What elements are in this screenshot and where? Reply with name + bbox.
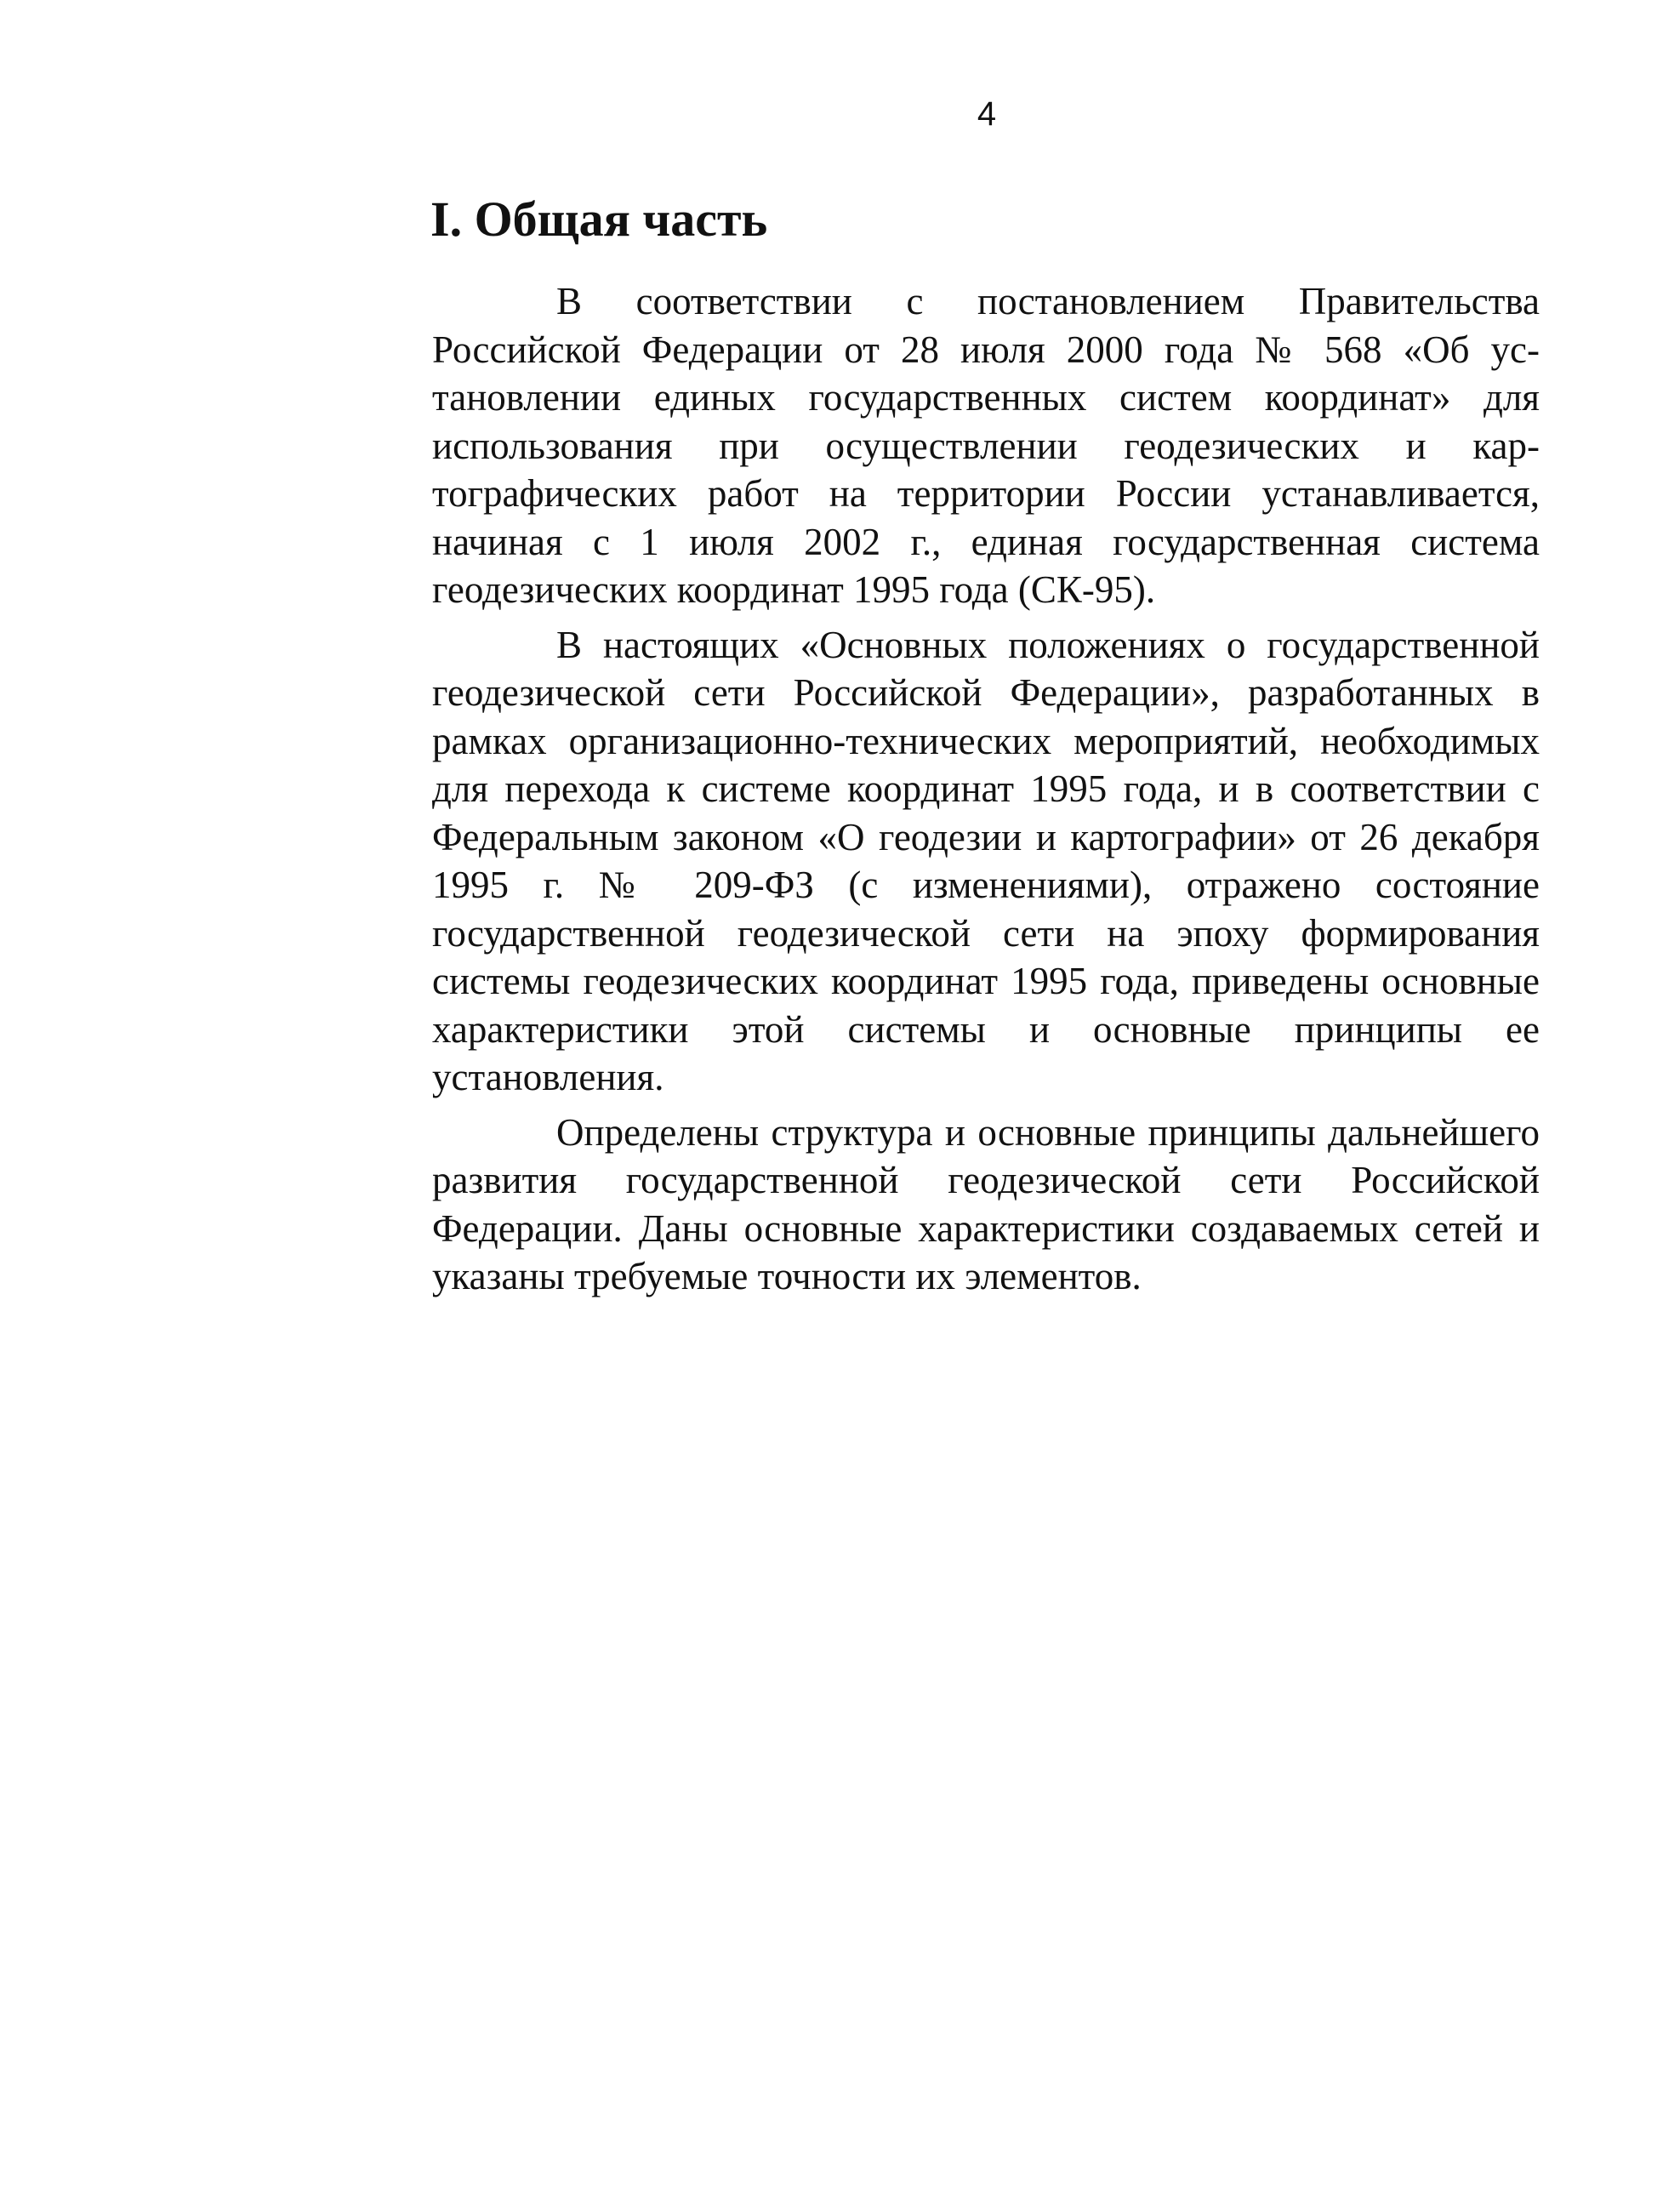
paragraph-3: Определены структура и основные принципы дальнейшего развития государственной геодезической сети Российской Федерации. Даны основные характеристики создаваемых сетей и указаны требуемые точности их элементов. <box>432 1110 1540 1297</box>
section-body <box>432 277 1540 1301</box>
page-number: 4 <box>977 95 997 133</box>
section-title: I. Общая часть <box>430 191 768 247</box>
paragraph-2: В настоящих «Основных положениях о государственной геодезической сети Российской Федерации», разработанных в рамках организационно-технических мероприятий, необходимых для перехода к системе координат 1995 года, и в соответствии с Федеральным законом «О геодезии и картографии» от 26 декабря 1995 г. № 209-ФЗ (с изменениями), отражено состояние государственной геодезической сети на эпоху формирования системы геодезических координат 1995 года, приведены основные характеристики этой системы и основные принципы ее установления. <box>432 623 1540 1098</box>
paragraph-1: В соответствии с постановлением Правительства Российской Федерации от 28 июля 2000 года № 568 «Об установлении единых государственных систем координат» для использования при осуществлении геодезических и картографических работ на территории России устанавливается, начиная с 1 июля 2002 г., единая государственная система геодезических координат 1995 года (СК-95). <box>432 280 1540 611</box>
